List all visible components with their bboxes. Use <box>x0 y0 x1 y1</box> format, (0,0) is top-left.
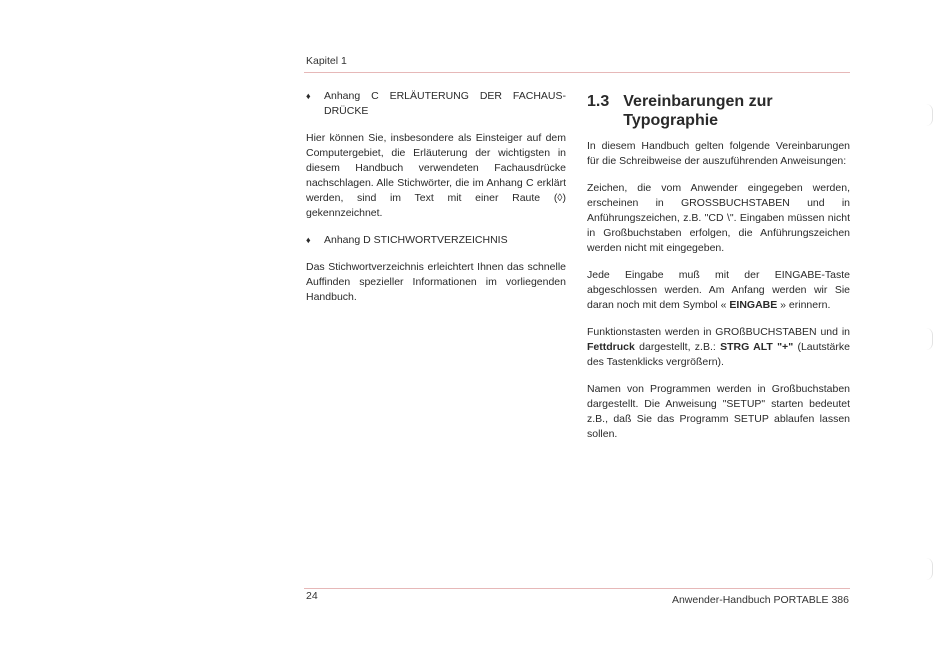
enter-key-text-a: Jede Eingabe muß mit der EINGABE-Taste abgeschlossen werden. Am Anfang werden wir Sie daran noch mit dem Symbol « <box>587 269 850 311</box>
header-rule <box>304 72 850 73</box>
appendix-c-item <box>306 89 566 119</box>
section-heading <box>587 92 847 130</box>
enter-key-text-b: » erinnern. <box>777 299 831 311</box>
appendix-d-description: Das Stichwortverzeichnis erleichtert Ihnen das schnelle Auffinden spezieller Informationen im vorliegenden Handbuch. <box>306 261 566 303</box>
right-column <box>587 139 850 454</box>
footer-rule <box>304 588 850 589</box>
appendix-d-item <box>306 233 566 248</box>
appendix-c-title: Anhang C ERLÄUTERUNG DER FACHAUS-DRÜCKE <box>324 90 566 117</box>
program-names-paragraph: Namen von Programmen werden in Großbuchstaben dargestellt. Die Anweisung "SETUP" starten bedeutet z.B., daß Sie das Programm SETUP ablaufen lassen sollen. <box>587 383 850 440</box>
function-keys-paragraph <box>587 325 850 370</box>
enter-key-symbol: EINGABE <box>729 299 778 311</box>
intro-paragraph: In diesem Handbuch gelten folgende Vereinbarungen für die Schreibweise der auszuführenden Anweisungen: <box>587 140 850 167</box>
input-convention-paragraph: Zeichen, die vom Anwender eingegeben werden, erscheinen in GROSSBUCHSTABEN und in Anführungszeichen, z.B. "CD \". Eingaben müssen nicht in Großbuchstaben erfolgen, die Anführungszeichen werden nicht mit eingegeben. <box>587 182 850 254</box>
appendix-d-title: Anhang D STICHWORTVERZEICHNIS <box>324 234 508 246</box>
section-number: 1.3 <box>587 93 610 110</box>
binding-hole-mark <box>926 104 933 126</box>
binding-hole-mark <box>926 558 933 580</box>
function-keys-text-a: Funktionstasten werden in GROßBUCHSTABEN und in <box>587 326 850 338</box>
bold-term: Fettdruck <box>587 341 635 353</box>
diamond-bullet-icon: ♦ <box>306 235 311 245</box>
left-column <box>306 89 566 317</box>
binding-hole-mark <box>926 328 933 350</box>
function-keys-text-b: dargestellt, z.B.: <box>634 341 721 353</box>
appendix-c-description: Hier können Sie, insbesondere als Einsteiger auf dem Computergebiet, die Erläuterung der wichtigsten in diesem Handbuch verwendeten Fachausdrücke nachschlagen. Alle Stichwörter, die im Anhang C erklärt werden, sind im Text mit einer Raute (◊) gekennzeichnet. <box>306 132 566 219</box>
running-header: Kapitel 1 <box>306 55 347 67</box>
book-title: Anwender-Handbuch PORTABLE 386 <box>671 594 849 606</box>
page-number: 24 <box>306 590 318 602</box>
enter-key-paragraph <box>587 268 850 313</box>
key-combo-example: STRG ALT "+" <box>720 341 794 353</box>
section-title: Vereinbarungen zur Typographie <box>623 93 773 129</box>
diamond-bullet-icon: ♦ <box>306 91 311 101</box>
function-keys-text-c: (Lautstärke des Tastenklicks vergrößern). <box>587 341 850 368</box>
